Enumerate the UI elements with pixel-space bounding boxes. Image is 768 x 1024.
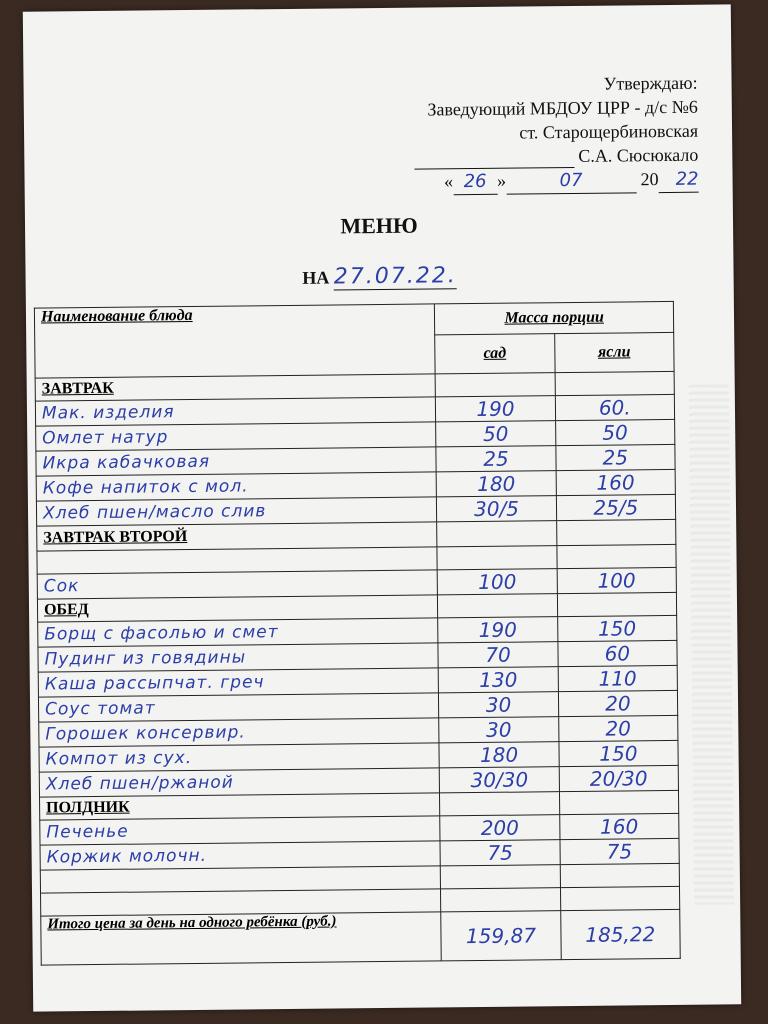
approval-year-prefix: 20 [640, 169, 659, 190]
date-open-quote: « [443, 171, 454, 192]
portion-sad: 30/5 [437, 496, 557, 522]
column-header-name: Наименование блюда [34, 304, 435, 378]
portion-sad: 190 [438, 617, 558, 643]
section-title: ПОЛДНИК [40, 793, 441, 820]
total-row [41, 909, 680, 965]
spacer-cell [557, 544, 677, 568]
portion-sad: 75 [440, 840, 560, 866]
approval-date [414, 167, 698, 196]
dish-name: Каша рассыпчат. греч [38, 668, 439, 697]
column-header-yasli: ясли [554, 332, 674, 372]
dish-name: Компот из сух. [39, 743, 440, 772]
portion-yasli: 110 [558, 665, 678, 691]
approval-block [413, 71, 698, 196]
column-header-mass: Масса порции [435, 301, 674, 334]
total-label: Итого цена за день на одного ребёнка (руб.) [41, 912, 442, 965]
dish-name: Икра кабачковая [36, 447, 437, 476]
section-title: ЗАВТРАК ВТОРОЙ [37, 522, 438, 551]
approval-title: Утверждаю: [603, 72, 698, 94]
section-blank-sad [440, 792, 560, 816]
approval-month: 07 [506, 168, 636, 194]
dish-name: Хлеб пшен/масло слив [36, 497, 437, 526]
portion-sad [441, 865, 561, 889]
portion-yasli [560, 863, 680, 887]
total-sad: 159,87 [441, 911, 561, 961]
approval-year-suffix: 22 [658, 168, 698, 193]
portion-sad: 30/30 [440, 767, 560, 793]
portion-yasli: 25/5 [556, 494, 676, 520]
dish-name: Печенье [40, 816, 441, 845]
approval-signature-line [414, 143, 698, 170]
section-title: ОБЕД [37, 595, 438, 622]
spacer-cell [441, 888, 561, 912]
portion-yasli: 50 [555, 419, 675, 445]
portion-sad: 30 [439, 692, 559, 718]
section-title: ЗАВТРАК [35, 374, 436, 401]
menu-title: МЕНЮ [340, 212, 418, 239]
portion-yasli: 150 [557, 615, 677, 641]
dish-name: Борщ с фасолью и смет [38, 618, 439, 647]
portion-sad: 70 [438, 642, 558, 668]
approval-position: Заведующий МБДОУ ЦРР - д/с №6 [427, 96, 698, 120]
total-yasli: 185,22 [560, 909, 680, 959]
column-header-sad: сад [435, 334, 555, 374]
dish-name: Коржик молочн. [40, 841, 441, 870]
portion-yasli: 100 [557, 567, 677, 593]
approval-signer: С.А. Сюсюкало [578, 144, 699, 166]
portion-yasli: 20/30 [559, 765, 679, 791]
dish-name: Соус томат [38, 693, 439, 722]
dish-name: Горошек консервир. [39, 718, 440, 747]
spacer-cell [560, 886, 680, 910]
portion-sad: 50 [436, 421, 556, 447]
date-close-quote: » [496, 170, 507, 191]
section-blank-yasli [559, 790, 679, 814]
portion-sad: 190 [436, 396, 556, 422]
portion-yasli: 160 [559, 813, 679, 839]
portion-sad: 25 [436, 446, 556, 472]
dish-name: Сок [37, 570, 438, 599]
portion-yasli: 20 [558, 715, 678, 741]
section-blank-sad [438, 594, 558, 618]
portion-sad: 100 [437, 569, 557, 595]
portion-yasli: 20 [558, 690, 678, 716]
section-blank-yasli [555, 371, 675, 395]
portion-yasli: 75 [560, 838, 680, 864]
section-blank-yasli [557, 592, 677, 616]
portion-yasli: 150 [559, 740, 679, 766]
signature-blank [414, 151, 574, 170]
dish-name: Омлет натур [36, 422, 437, 451]
menu-date [25, 260, 733, 292]
dish-name: Кофе напиток с мол. [36, 472, 437, 501]
menu-table [34, 301, 681, 966]
section-blank-yasli [556, 519, 676, 545]
dish-name: Пудинг из говядины [38, 643, 439, 672]
dish-name: Мак. изделия [35, 397, 436, 426]
menu-sheet [23, 4, 741, 1011]
section-blank-sad [437, 521, 557, 547]
portion-sad: 30 [439, 717, 559, 743]
approval-location: ст. Старощербиновская [519, 120, 699, 143]
portion-sad: 200 [440, 815, 560, 841]
approval-day: 26 [453, 170, 497, 195]
dish-name: Хлеб пшен/ржаной [39, 768, 440, 797]
portion-yasli: 25 [556, 444, 676, 470]
spacer-cell [437, 546, 557, 570]
section-blank-sad [435, 373, 555, 397]
portion-sad: 180 [439, 742, 559, 768]
menu-date-value: 27.07.22. [333, 263, 457, 290]
menu-date-label: НА [302, 267, 330, 288]
portion-yasli: 60. [555, 394, 675, 420]
portion-yasli: 60 [558, 640, 678, 666]
print-smudge [689, 384, 734, 904]
portion-sad: 130 [439, 667, 559, 693]
portion-sad: 180 [436, 471, 556, 497]
portion-yasli: 160 [556, 469, 676, 495]
